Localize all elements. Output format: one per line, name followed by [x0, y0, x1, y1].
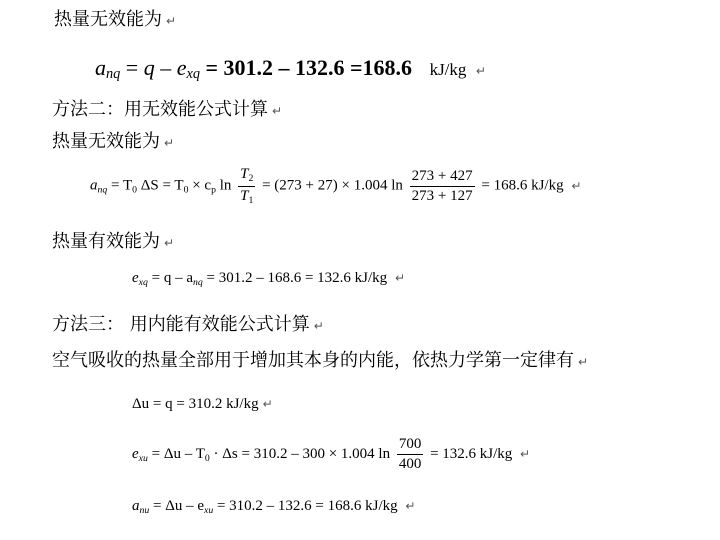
fraction-700-400: $\frac{700}{400}$ — [398, 436, 422, 472]
equation-anu: $a_{nu} = \Delta u - e_{xu} = 310.2 - 132.6 = 168.6$ kJ/kg ↵ — [132, 498, 416, 516]
paragraph-mark: ↵ — [166, 14, 177, 28]
equation-exu: $e_{xu} = \Delta u - T_0 \cdot \Delta s = 310.2 - 300 \times 1.004$ ln $\frac{700}{400}$ = 132.6 kJ/kg ↵ — [132, 436, 531, 472]
heading-heat-available-energy: 热量有效能为 ↵ — [52, 231, 175, 252]
fraction-temperatures: $\frac{273 + 427}{273 + 127}$ — [411, 167, 473, 204]
heading-heat-unavailable-energy-2: 热量无效能为 ↵ — [52, 131, 175, 152]
equation-anq-result: $a_{nq} = q - e_{xq} = 301.2 - 132.6 =168.6$ kJ/kg ↵ — [95, 55, 486, 82]
equation-delta-u: Δu = q = 310.2 kJ/kg ↵ — [132, 396, 273, 412]
fraction-t2-t1: $\frac{T_2}{T_1}$ — [240, 166, 254, 206]
equation-exq: $e_{xq} = q - a_{nq} = 301.2 - 168.6 = 132.6$ kJ/kg ↵ — [132, 270, 405, 288]
method-2-title: 方法二：用无效能公式计算 ↵ — [52, 99, 283, 120]
method-3-description: 空气吸收的热量全部用于增加其本身的内能，依热力学第一定律有 ↵ — [52, 350, 589, 371]
equation-anq-integral: $a_{nq} = T_0$ $\Delta S = T_0 \times c_p$ ln $\frac{T_2}{T_1}$ = (273 + 27) × 1.004 ln $\frac{273 + 427}{273 + 127}$ = 168.6 kJ/kg ↵ — [90, 166, 582, 206]
heading-heat-unavailable-energy: 热量无效能为 ↵ — [54, 9, 177, 30]
method-3-title: 方法三： 用内能有效能公式计算 ↵ — [52, 314, 324, 335]
